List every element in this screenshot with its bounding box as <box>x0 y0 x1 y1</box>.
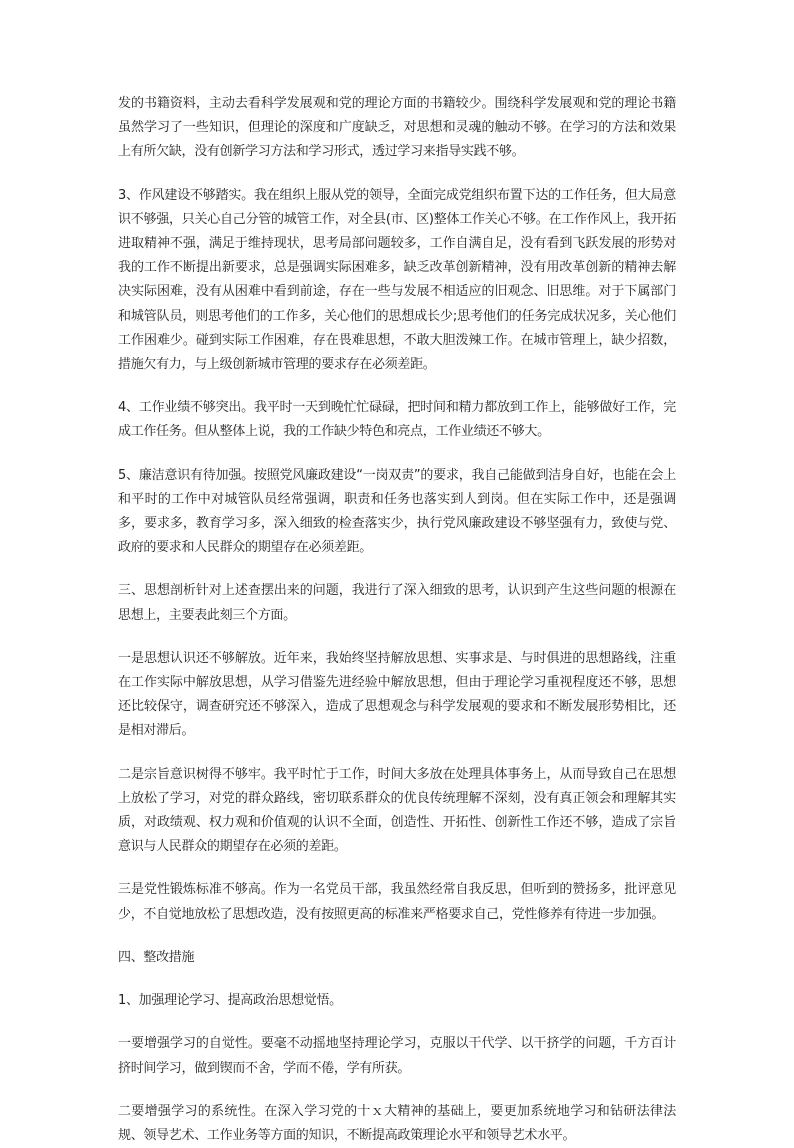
paragraph-study-continuation: 发的书籍资料，主动去看科学发展观和党的理论方面的书籍较少。围绕科学发展观和党的理论书籍虽然学习了一些知识，但理论的深度和广度缺乏，对思想和灵魂的触动不够。在学习的方法和效果上有所欠缺，没有创新学习方法和学习形式，透过学习来指导实践不够。 <box>118 96 676 160</box>
measure-one-heading: 1、加强理论学习、提高政治思想觉悟。 <box>118 993 342 1009</box>
paragraph-work-style: 3、作风建设不够踏实。我在组织上服从党的领导，全面完成党组织布置下达的工作任务，但大局意识不够强，只关心自己分管的城管工作，对全县(市、区)整体工作关心不够。在工作作风上，我开拓进取精神不强，满足于维持现状，思考局部问题较多，工作自满自足，没有看到飞跃发展的形势对我的工作不断提出新要求，总是强调实际困难多，缺乏改革创新精神，没有用改革创新的精神去解决实际困难，没有从困难中看到前途，存在一些与发展不相适应的旧观念、旧思维。对于下属部门和城管队员，则思考他们的工作多，关心他们的思想成长少;思考他们的任务完成状况多，关心他们工作困难少。碰到实际工作困难，存在畏难思想，不敢大胆泼辣工作。在城市管理上，缺少招数，措施欠有力，与上级创新城市管理的要求存在必须差距。 <box>118 187 676 373</box>
section-four-heading: 四、整改措施 <box>118 949 195 965</box>
paragraph-work-performance: 4、工作业绩不够突出。我平时一天到晚忙忙碌碌，把时间和精力都放到工作上，能够做好工作，完成工作任务。但从整体上说，我的工作缺少特色和亮点，工作业绩还不够大。 <box>118 400 676 440</box>
paragraph-purpose-awareness: 二是宗旨意识树得不够牢。我平时忙于工作，时间大多放在处理具体事务上，从而导致自己在思想上放松了学习，对党的群众路线，密切联系群众的优良传统理解不深刻，没有真正领会和理解其实质，对政绩观、权力观和价值观的认识不全面，创造性、开拓性、创新性工作还不够，造成了宗旨意识与人民群众的期望存在必须的差距。 <box>118 766 676 855</box>
paragraph-study-consciousness: 一要增强学习的自觉性。要毫不动摇地坚持理论学习，克服以干代学、以干挤学的问题，千方百计挤时间学习，做到锲而不舍，学而不倦，学有所获。 <box>118 1036 676 1076</box>
paragraph-thinking-not-liberated: 一是思想认识还不够解放。近年来，我始终坚持解放思想、实事求是、与时俱进的思想路线，注重在工作实际中解放思想，从学习借鉴先进经验中解放思想，但由于理论学习重视程度还不够，思想还比较保守，调查研究还不够深入，造成了思想观念与科学发展观的要求和不断发展形势相比，还是相对滞后。 <box>118 650 676 739</box>
paragraph-party-spirit: 三是党性锻炼标准不够高。作为一名党员干部，我虽然经常自我反思，但听到的赞扬多，批评意见少，不自觉地放松了思想改造，没有按照更高的标准来严格要求自己，党性修养有待进一步加强。 <box>118 882 676 922</box>
paragraph-section-three-heading: 三、思想剖析针对上述查摆出来的问题，我进行了深入细致的思考，认识到产生这些问题的根源在思想上，主要表此刻三个方面。 <box>118 583 676 623</box>
paragraph-integrity-awareness: 5、廉洁意识有待加强。按照党风廉政建设“一岗双责”的要求，我自己能做到洁身自好，也能在会上和平时的工作中对城管队员经常强调，职责和任务也落实到人到岗。但在实际工作中，还是强调多，要求多，教育学习多，深入细致的检查落实少，执行党风廉政建设不够坚强有力，致使与党、政府的要求和人民群众的期望存在必须差距。 <box>118 467 676 556</box>
paragraph-study-systematic: 二要增强学习的系统性。在深入学习党的十ｘ大精神的基础上，要更加系统地学习和钻研法律法规、领导艺术、工作业务等方面的知识，不断提高政策理论水平和领导艺术水平。 <box>118 1103 676 1143</box>
